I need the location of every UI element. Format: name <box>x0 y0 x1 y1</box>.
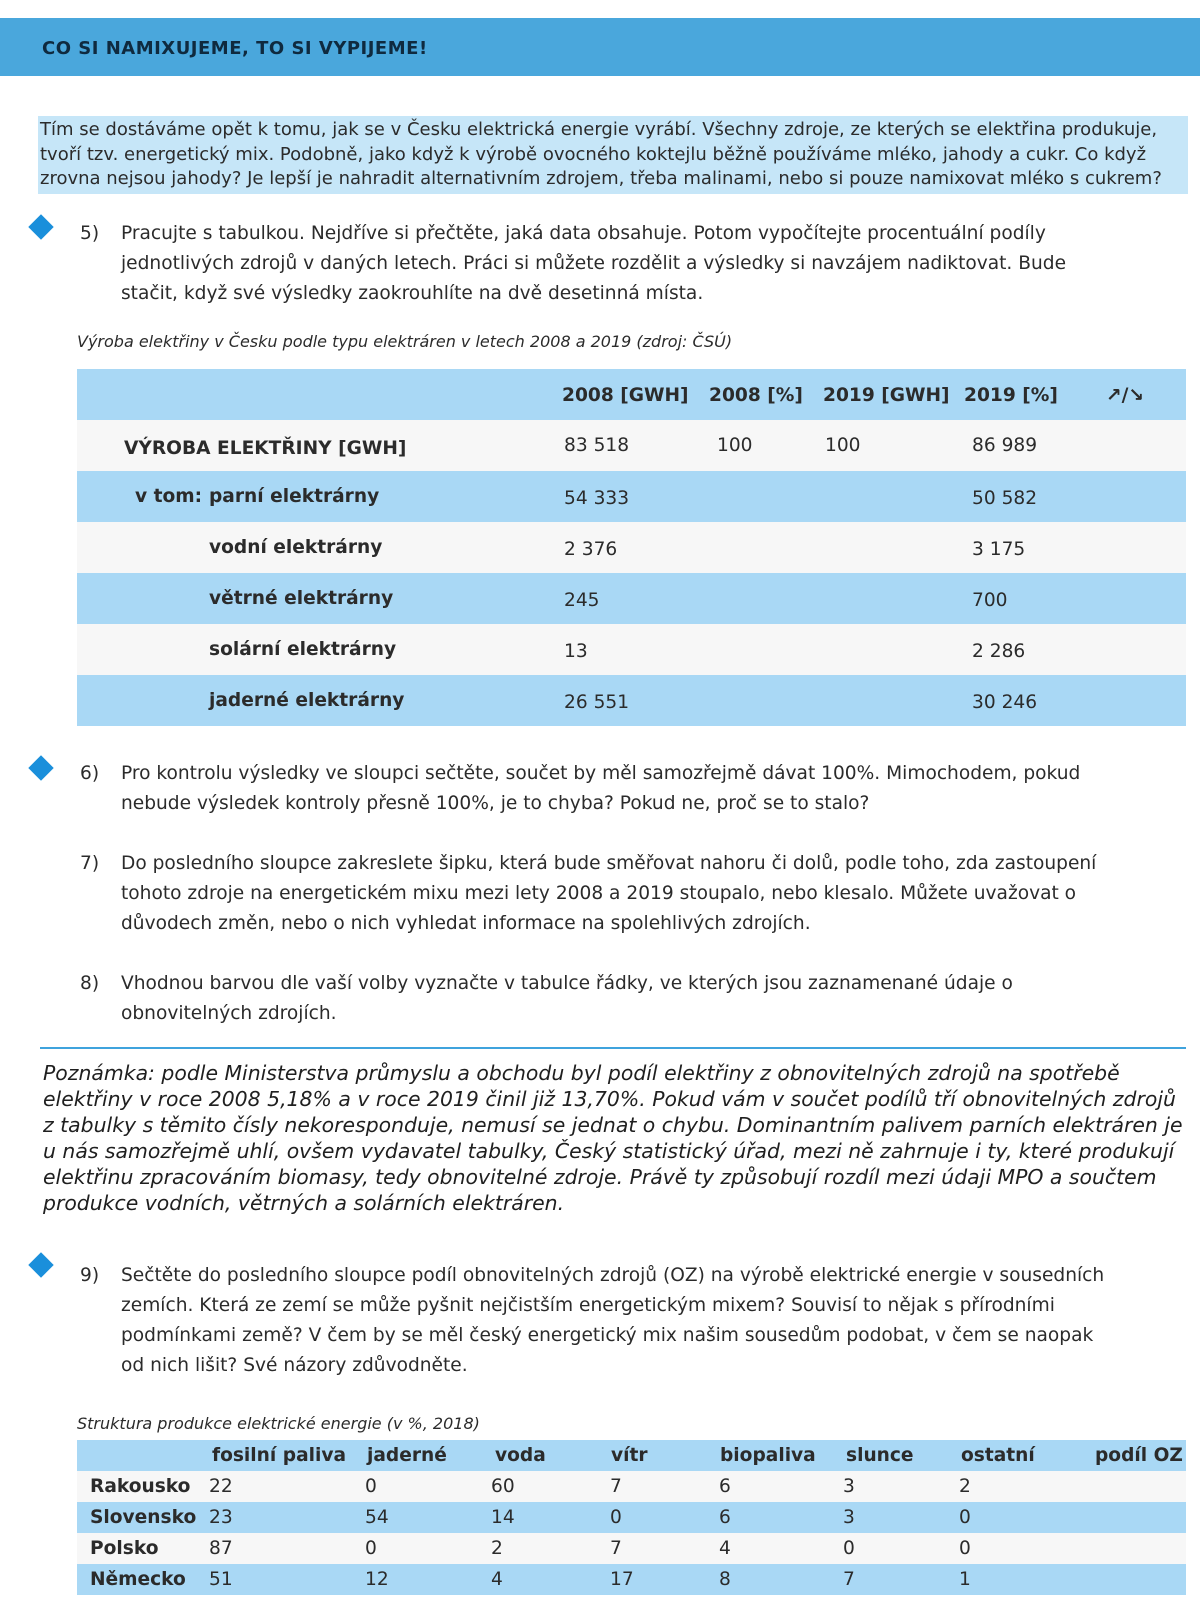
cell: 14 <box>491 1507 515 1528</box>
cell: 2 <box>959 1476 971 1497</box>
row-prefix: v tom: <box>135 486 203 507</box>
task-number: 9) <box>80 1265 100 1286</box>
cell: 0 <box>843 1538 855 1559</box>
row-label: Slovensko <box>90 1507 197 1528</box>
cell: 17 <box>610 1569 634 1590</box>
table-row <box>77 420 1186 471</box>
table1-caption: Výroba elektřiny v Česku podle typu elektráren v letech 2008 a 2019 (zdroj: ČSÚ) <box>77 332 733 351</box>
cell: 0 <box>610 1507 622 1528</box>
cell: 2 <box>491 1538 503 1559</box>
cell: 22 <box>209 1476 233 1497</box>
cell: 87 <box>209 1538 233 1559</box>
col-header: slunce <box>846 1445 914 1466</box>
col-header: vítr <box>611 1445 648 1466</box>
cell: 2 286 <box>972 641 1026 662</box>
table-row <box>77 624 1186 675</box>
cell: 7 <box>610 1476 622 1497</box>
note-text: Poznámka: podle Ministerstva průmyslu a obchodu byl podíl elektřiny z obnovitelných zdrojů na spotřebě elektřiny v roce 2008 5,18% a v roce 2019 činil již 13,70%. Pokud vám v součet podílů tří obnovitelných zdrojů z tabulky s těmito čísly nekoresponduje, nemusí se jednat o chybu. Dominantním palivem parních elektráren je u nás samozřejmě uhlí, ovšem vydavatel tabulky, Český statistický úřad, mezi ně zahrnuje i ty, které produkují elektřinu zpracováním biomasy, tedy obnovitelné zdroje. Právě ty způsobují rozdíl mezi údaji MPO a součtem produkce vodních, větrných a solárních elektráren. <box>43 1061 1183 1215</box>
row-label: Německo <box>90 1569 186 1590</box>
cell: 3 <box>843 1507 855 1528</box>
cell: 50 582 <box>972 488 1038 509</box>
page-title: CO SI NAMIXUJEME, TO SI VYPIJEME! <box>42 38 428 59</box>
cell: 23 <box>209 1507 233 1528</box>
cell: 12 <box>365 1569 389 1590</box>
row-label: jaderné elektrárny <box>209 690 405 711</box>
cell: 700 <box>972 590 1008 611</box>
cell: 100 <box>825 435 861 456</box>
cell: 4 <box>491 1569 503 1590</box>
table-row <box>77 1533 1186 1564</box>
table-row <box>77 1471 1186 1502</box>
intro-box <box>38 116 1188 194</box>
col-header: 2019 [%] <box>964 385 1058 406</box>
cell: 0 <box>365 1476 377 1497</box>
col-header: fosilní paliva <box>212 1445 347 1466</box>
cell: 60 <box>491 1476 515 1497</box>
row-label: VÝROBA ELEKTŘINY [GWH] <box>124 438 407 459</box>
task-number: 6) <box>80 763 100 784</box>
col-header: biopaliva <box>720 1445 816 1466</box>
row-label: větrné elektrárny <box>209 588 394 609</box>
cell: 7 <box>843 1569 855 1590</box>
table2-caption: Struktura produkce elektrické energie (v %, 2018) <box>77 1414 480 1433</box>
row-label: Polsko <box>90 1538 159 1559</box>
col-header: ostatní <box>961 1445 1035 1466</box>
cell: 0 <box>959 1538 971 1559</box>
cell: 83 518 <box>564 435 630 456</box>
row-label: solární elektrárny <box>209 639 397 660</box>
task-text: Vhodnou barvou dle vaší volby vyznačte v tabulce řádky, ve kterých jsou zaznamenané údaje o obnovitelných zdrojích. <box>121 973 1013 1024</box>
cell: 1 <box>959 1569 971 1590</box>
trend-arrows-icon: ↗/↘ <box>1106 385 1144 406</box>
col-header: jaderné <box>367 1445 447 1466</box>
cell: 0 <box>959 1507 971 1528</box>
cell: 4 <box>719 1538 731 1559</box>
task-text: Sečtěte do posledního sloupce podíl obnovitelných zdrojů (OZ) na výrobě elektrické energie v sousedních zemích. Která ze zemí se může pyšnit nejčistším energetickým mixem? Souvisí to nějak s přírodními podmínkami země? V čem by se měl český energetický mix našim sousedům podobat, v čem se naopak od nich lišit? Své názory zdůvodněte. <box>121 1265 1105 1376</box>
task-text: Pracujte s tabulkou. Nejdříve si přečtěte, jaká data obsahuje. Potom vypočítejte procentuální podíly jednotlivých zdrojů v daných letech. Práci si můžete rozdělit a výsledky si navzájem nadiktovat. Bude stačit, když své výsledky zaokrouhlíte na dvě desetinná místa. <box>121 223 1067 304</box>
diamond-bullet-icon <box>28 214 53 239</box>
cell: 7 <box>610 1538 622 1559</box>
production-table <box>77 369 1186 726</box>
table-row <box>77 471 1186 522</box>
row-label: vodní elektrárny <box>209 537 383 558</box>
col-header: 2008 [%] <box>709 385 803 406</box>
col-header: 2008 [GWH] <box>562 385 689 406</box>
col-header: voda <box>495 1445 546 1466</box>
cell: 3 175 <box>972 539 1026 560</box>
divider-line <box>40 1047 1186 1049</box>
cell: 13 <box>564 641 588 662</box>
col-header: 2019 [GWH] <box>823 385 950 406</box>
cell: 6 <box>719 1476 731 1497</box>
cell: 100 <box>717 435 753 456</box>
table-header-row <box>77 369 1186 420</box>
cell: 3 <box>843 1476 855 1497</box>
cell: 245 <box>564 590 600 611</box>
cell: 86 989 <box>972 435 1038 456</box>
task-number: 8) <box>80 973 100 994</box>
cell: 6 <box>719 1507 731 1528</box>
task-number: 7) <box>80 853 100 874</box>
table-row <box>77 675 1186 726</box>
task-number: 5) <box>80 223 100 244</box>
cell: 26 551 <box>564 692 630 713</box>
diamond-bullet-icon <box>28 1252 53 1277</box>
task-text: Do posledního sloupce zakreslete šipku, která bude směřovat nahoru či dolů, podle toho, zda zastoupení tohoto zdroje na energetickém mixu mezi lety 2008 a 2019 stoupalo, nebo klesalo. Můžete uvažovat o důvodech změn, nebo o nich vyhledat informace na spolehlivých zdrojích. <box>121 853 1097 934</box>
task-text: Pro kontrolu výsledky ve sloupci sečtěte, součet by měl samozřejmě dávat 100%. Mimochodem, pokud nebude výsledek kontroly přesně 100%, je to chyba? Pokud ne, proč se to stalo? <box>121 763 1081 814</box>
cell: 0 <box>365 1538 377 1559</box>
cell: 54 333 <box>564 488 630 509</box>
table-row <box>77 522 1186 573</box>
cell: 51 <box>209 1569 233 1590</box>
col-header: podíl OZ <box>1095 1445 1183 1466</box>
diamond-bullet-icon <box>28 755 53 780</box>
row-label: parní elektrárny <box>209 486 380 507</box>
cell: 30 246 <box>972 692 1038 713</box>
table-row <box>77 1564 1186 1595</box>
energy-structure-table <box>77 1440 1186 1595</box>
table-row <box>77 573 1186 624</box>
cell: 2 376 <box>564 539 618 560</box>
header-bar <box>0 18 1200 76</box>
cell: 54 <box>365 1507 389 1528</box>
row-label: Rakousko <box>90 1476 191 1497</box>
table-row <box>77 1502 1186 1533</box>
intro-text: Tím se dostáváme opět k tomu, jak se v Česku elektrická energie vyrábí. Všechny zdroje, ze kterých se elektřina produkuje, tvoří tzv. energetický mix. Podobně, jako když k výrobě ovocného koktejlu běžně používáme mléko, jahody a cukr. Co když zrovna nejsou jahody? Je lepší je nahradit alternativním zdrojem, třeba malinami, nebo si pouze namixovat mléko s cukrem? <box>40 119 1162 189</box>
table-header-row <box>77 1440 1186 1471</box>
cell: 8 <box>719 1569 731 1590</box>
